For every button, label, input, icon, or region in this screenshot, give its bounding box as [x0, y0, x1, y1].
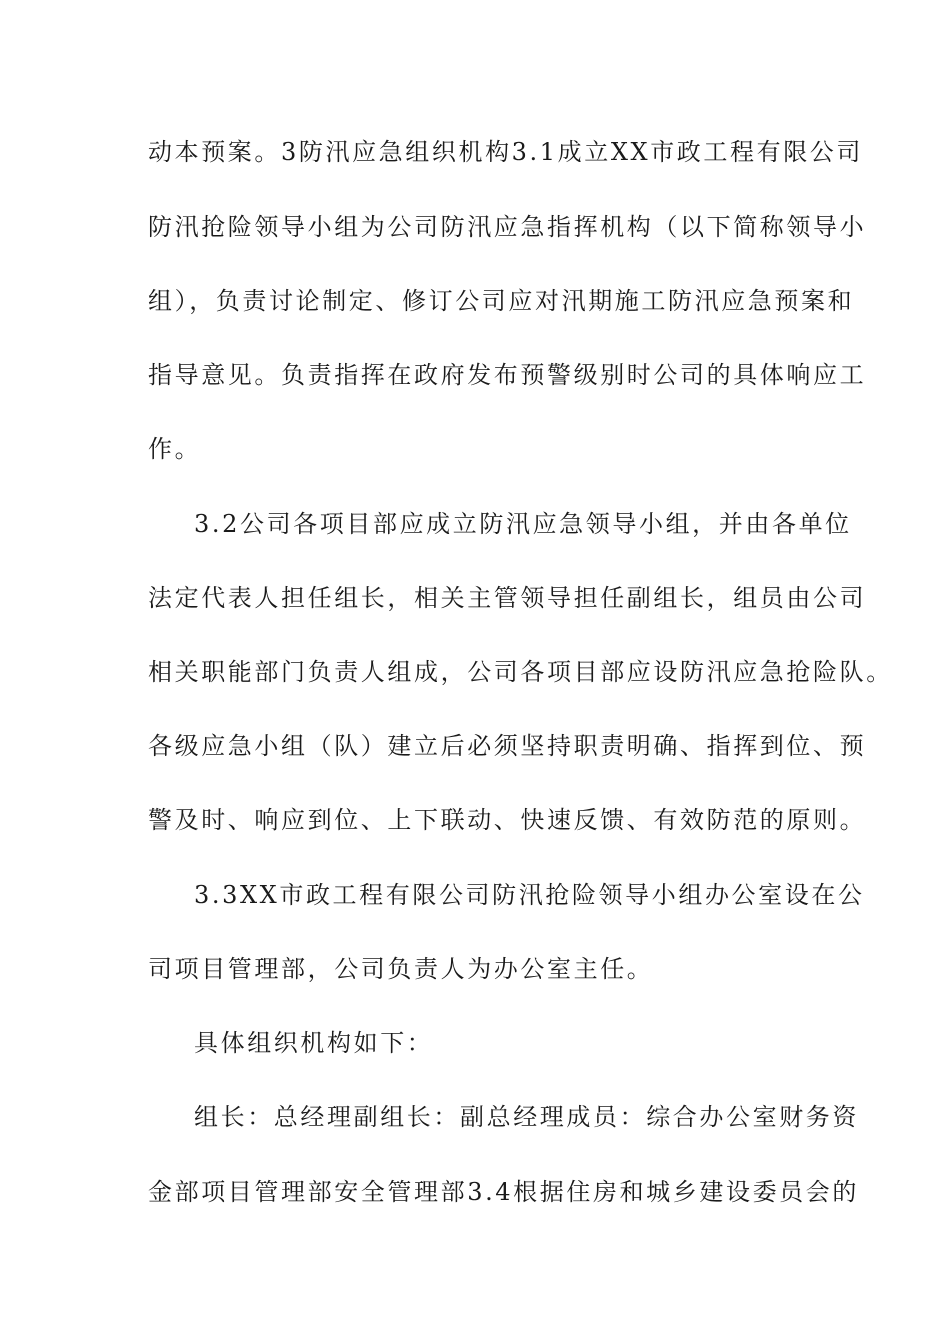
text-line: 各级应急小组（队）建立后必须坚持职责明确、指挥到位、预 [148, 732, 867, 760]
text-line: 作。 [148, 435, 202, 463]
text-line: 法定代表人担任组长，相关主管领导担任副组长，组员由公司 [148, 584, 867, 612]
text-line: 警及时、响应到位、上下联动、快速反馈、有效防范的原则。 [148, 806, 867, 834]
text-line: 相关职能部门负责人组成，公司各项目部应设防汛应急抢险队。 [148, 658, 893, 686]
text-line: 指导意见。负责指挥在政府发布预警级别时公司的具体响应工 [148, 361, 867, 389]
paragraph-start-line: 组长：总经理副组长：副总经理成员：综合办公室财务资 [194, 1103, 859, 1131]
text-line: 司项目管理部，公司负责人为办公室主任。 [148, 955, 654, 983]
paragraph-start-line: 3.2公司各项目部应成立防汛应急领导小组，并由各单位 [194, 510, 852, 538]
text-line: 组），负责讨论制定、修订公司应对汛期施工防汛应急预案和 [148, 287, 855, 315]
paragraph-start-line: 具体组织机构如下： [194, 1029, 434, 1057]
text-line: 金部项目管理部安全管理部3.4根据住房和城乡建设委员会的 [148, 1178, 859, 1206]
text-line: 动本预案。3防汛应急组织机构3.1成立XX市政工程有限公司 [148, 138, 864, 166]
text-line: 防汛抢险领导小组为公司防汛应急指挥机构（以下简称领导小 [148, 213, 867, 241]
paragraph-start-line: 3.3XX市政工程有限公司防汛抢险领导小组办公室设在公 [194, 881, 865, 909]
